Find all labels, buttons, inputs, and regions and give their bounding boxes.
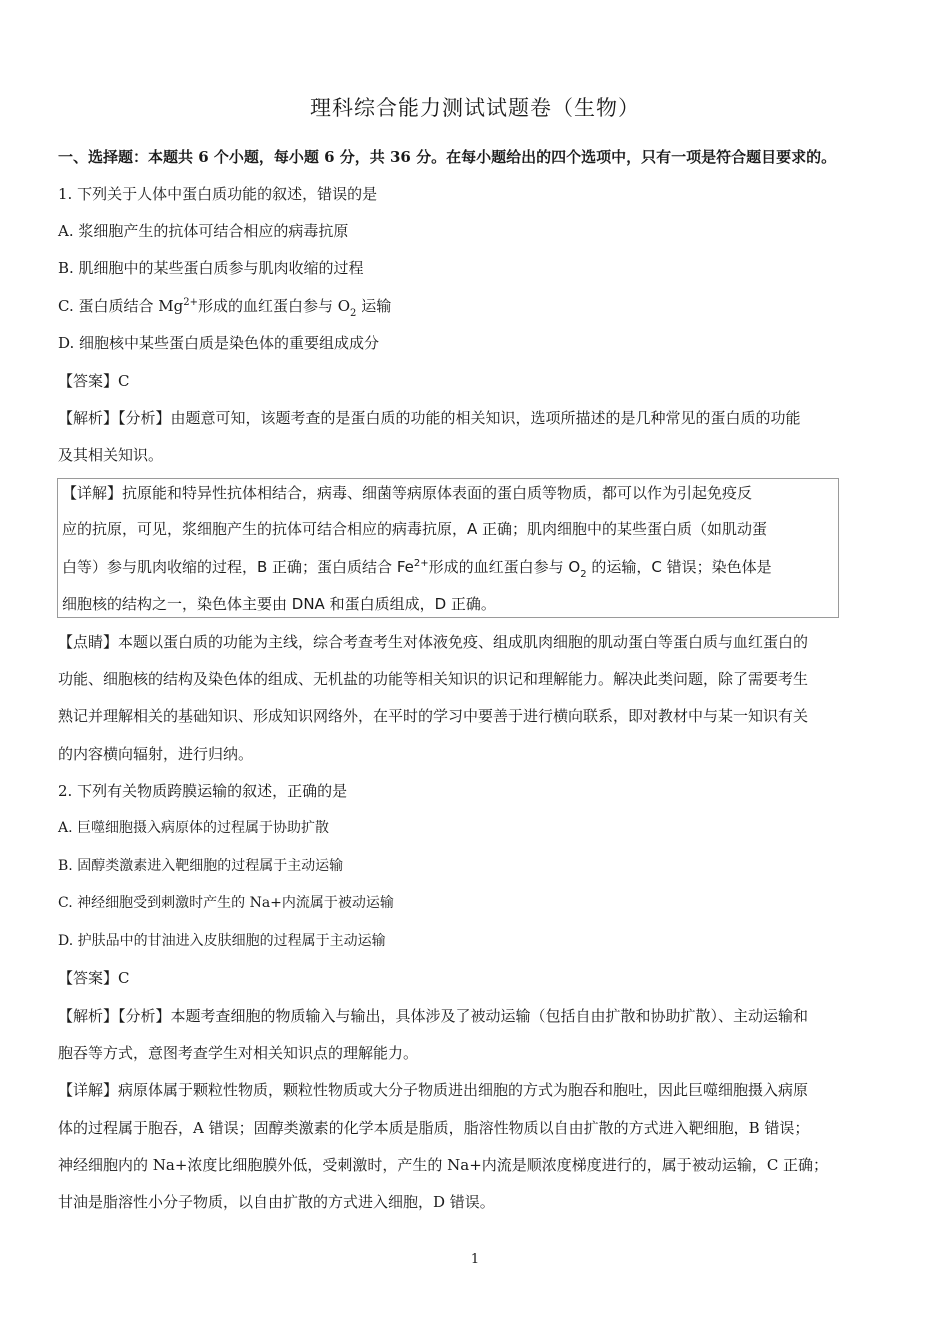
q2-detail-line-2: 体的过程属于胞吞，A 错误；固醇类激素的化学本质是脂质，脂溶性物质以自由扩散的方式进入靶细胞，B 错误；: [58, 1119, 810, 1137]
q2-detail-line-3: 神经细胞内的 Na+浓度比细胞膜外低，受刺激时，产生的 Na+内流是顺浓度梯度进行的，属于被动运输，C 正确；: [58, 1156, 829, 1174]
page-title: 理科综合能力测试试题卷（生物）: [310, 96, 640, 120]
q1-option-c-pre: C. 蛋白质结合 Mg: [58, 297, 184, 315]
q1-detail-3-mid: 形成的血红蛋白参与 O: [428, 558, 581, 576]
page-number: 1: [470, 1252, 480, 1267]
q1-detail-3-pre: 白等）参与肌肉收缩的过程，B 正确；蛋白质结合 Fe: [62, 558, 414, 576]
q1-comment-line-2: 功能、细胞核的结构及染色体的组成、无机盐的功能等相关知识的识记和理解能力。解决此类问题，除了需要考生: [58, 670, 809, 688]
q1-option-c-mid: 形成的血红蛋白参与 O: [197, 297, 351, 315]
q1-analysis-line-2: 及其相关知识。: [58, 446, 164, 464]
q2-detail-line-4: 甘油是脂溶性小分子物质，以自由扩散的方式进入细胞，D 错误。: [58, 1193, 495, 1211]
q1-comment-line-3: 熟记并理解相关的基础知识、形成知识网络外，在平时的学习中要善于进行横向联系，即对教材中与某一知识有关: [58, 707, 809, 725]
q1-stem: 1. 下列关于人体中蛋白质功能的叙述，错误的是: [58, 185, 378, 203]
q2-answer: 【答案】C: [58, 969, 130, 987]
q2-analysis-line-2: 胞吞等方式，意图考查学生对相关知识点的理解能力。: [58, 1044, 419, 1062]
q2-detail-line-1: 【详解】病原体属于颗粒性物质，颗粒性物质或大分子物质进出细胞的方式为胞吞和胞吐，因此巨噬细胞摄入病原: [58, 1081, 809, 1099]
q2-analysis-line-1: 【解析】【分析】本题考查细胞的物质输入与输出，具体涉及了被动运输（包括自由扩散和协助扩散）、主动运输和: [58, 1007, 809, 1025]
q1-detail-line-3: [62, 557, 772, 580]
q2-option-c: C. 神经细胞受到刺激时产生的 Na+内流属于被动运输: [58, 895, 394, 911]
q1-analysis-line-1: 【解析】【分析】由题意可知，该题考查的是蛋白质的功能的相关知识，选项所描述的是几种常见的蛋白质的功能: [58, 409, 801, 427]
q2-option-b: B. 固醇类激素进入靶细胞的过程属于主动运输: [58, 858, 344, 874]
q1-detail-box: [57, 478, 839, 618]
q1-detail-line-1: 【详解】抗原能和特异性抗体相结合，病毒、细菌等病原体表面的蛋白质等物质，都可以作为引起免疫反: [62, 484, 753, 502]
q1-answer: 【答案】C: [58, 372, 130, 390]
section-header: 一、选择题：本题共 6 个小题，每小题 6 分，共 36 分。在每小题给出的四个选项中，只有一项是符合题目要求的。: [58, 148, 837, 166]
q1-option-c-sub: 2: [350, 308, 357, 319]
q1-detail-line-4: 细胞核的结构之一，染色体主要由 DNA 和蛋白质组成，D 正确。: [62, 595, 496, 613]
q1-detail-3-sub: 2: [580, 569, 587, 580]
q1-option-c-post: 运输: [356, 297, 392, 315]
q2-option-a: A. 巨噬细胞摄入病原体的过程属于协助扩散: [58, 820, 330, 836]
q1-option-c: [58, 296, 391, 319]
q1-option-d: D. 细胞核中某些蛋白质是染色体的重要组成成分: [58, 334, 380, 352]
q1-detail-3-sup: 2+: [413, 558, 429, 569]
q1-detail-line-2: 应的抗原，可见，浆细胞产生的抗体可结合相应的病毒抗原，A 正确；肌肉细胞中的某些蛋白质（如肌动蛋: [62, 520, 768, 538]
q1-comment-line-4: 的内容横向辐射，进行归纳。: [58, 745, 254, 763]
q1-option-c-sup: 2+: [183, 297, 198, 308]
q1-comment-line-1: 【点睛】本题以蛋白质的功能为主线，综合考查考生对体液免疫、组成肌肉细胞的肌动蛋白等蛋白质与血红蛋白的: [58, 633, 809, 651]
q1-option-a: A. 浆细胞产生的抗体可结合相应的病毒抗原: [58, 222, 349, 240]
q1-option-b: B. 肌细胞中的某些蛋白质参与肌肉收缩的过程: [58, 259, 364, 277]
q2-option-d: D. 护肤品中的甘油进入皮肤细胞的过程属于主动运输: [58, 933, 386, 949]
q2-stem: 2. 下列有关物质跨膜运输的叙述，正确的是: [58, 782, 348, 800]
q1-detail-3-post: 的运输，C 错误；染色体是: [586, 558, 772, 576]
